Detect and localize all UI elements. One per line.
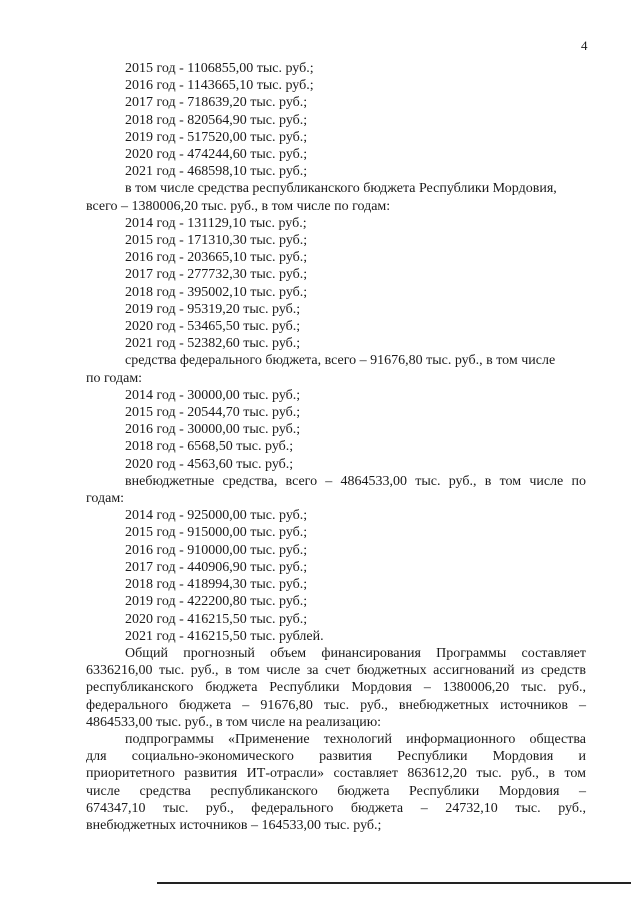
text-line: 2018 год - 395002,10 тыс. руб.; — [125, 284, 308, 300]
text-line: 2014 год - 131129,10 тыс. руб.; — [125, 215, 307, 231]
text-line: республиканского бюджета Республики Мордовия – 1380006,20 тыс. руб., — [86, 680, 586, 696]
text-line: 2015 год - 915000,00 тыс. руб.; — [125, 525, 308, 541]
text-line: 2019 год - 422200,80 тыс. руб.; — [125, 594, 308, 610]
text-line: 2020 год - 53465,50 тыс. руб.; — [125, 319, 301, 335]
text-line: 2020 год - 416215,50 тыс. руб.; — [125, 611, 308, 627]
text-line: 674347,10 тыс. руб., федерального бюджета – 24732,10 тыс. руб., — [86, 800, 586, 816]
text-line: 2017 год - 440906,90 тыс. руб.; — [125, 559, 308, 575]
text-line: 2015 год - 1106855,00 тыс. руб.; — [125, 61, 314, 76]
text-line: 2016 год - 1143665,10 тыс. руб.; — [125, 78, 314, 94]
text-line: всего – 1380006,20 тыс. руб., в том числе по годам: — [86, 198, 391, 214]
text-line: числе средства республиканского бюджета Республики Мордовия – — [86, 783, 586, 799]
text-line: внебюджетные средства, всего – 4864533,00 тыс. руб., в том числе по — [125, 473, 586, 489]
text-line: 2018 год - 6568,50 тыс. руб.; — [125, 439, 294, 455]
text-line: для социально-экономического развития Республики Мордовия и — [86, 749, 586, 765]
text-line: 4864533,00 тыс. руб., в том числе на реализацию: — [86, 714, 382, 730]
text-line: в том числе средства республиканского бюджета Республики Мордовия, — [125, 181, 557, 197]
footer-rule — [157, 882, 631, 884]
text-line: Общий прогнозный объем финансирования Программы составляет — [125, 645, 586, 661]
text-line: 2014 год - 30000,00 тыс. руб.; — [125, 387, 301, 403]
text-line: по годам: — [86, 370, 143, 386]
text-line: 2020 год - 4563,60 тыс. руб.; — [125, 456, 294, 472]
text-line: 2016 год - 30000,00 тыс. руб.; — [125, 422, 301, 438]
text-line: 2015 год - 171310,30 тыс. руб.; — [125, 233, 308, 249]
text-line: приоритетного развития ИТ-отрасли» составляет 863612,20 тыс. руб., в том — [86, 766, 586, 782]
text-line: 2018 год - 820564,90 тыс. руб.; — [125, 112, 308, 128]
text-line: внебюджетных источников – 164533,00 тыс. руб.; — [86, 817, 382, 833]
text-line: 2017 год - 718639,20 тыс. руб.; — [125, 95, 308, 111]
text-line: средства федерального бюджета, всего – 91676,80 тыс. руб., в том числе — [125, 353, 556, 369]
document-body — [86, 60, 586, 834]
text-line: 6336216,00 тыс. руб., в том числе за счет бюджетных ассигнований из средств — [86, 663, 586, 679]
text-line: годам: — [86, 491, 125, 507]
text-line: 2019 год - 95319,20 тыс. руб.; — [125, 301, 301, 317]
text-line: 2021 год - 52382,60 тыс. руб.; — [125, 336, 301, 352]
text-line: 2020 год - 474244,60 тыс. руб.; — [125, 147, 308, 163]
text-line: 2014 год - 925000,00 тыс. руб.; — [125, 508, 308, 524]
text-line: 2017 год - 277732,30 тыс. руб.; — [125, 267, 308, 283]
text-line: федерального бюджета – 91676,80 тыс. руб., внебюджетных источников – — [86, 697, 586, 713]
text-line: 2021 год - 468598,10 тыс. руб.; — [125, 164, 308, 180]
page-number: 4 — [581, 38, 588, 53]
text-line: 2016 год - 203665,10 тыс. руб.; — [125, 250, 308, 266]
text-line: 2018 год - 418994,30 тыс. руб.; — [125, 577, 308, 593]
text-line: 2015 год - 20544,70 тыс. руб.; — [125, 405, 301, 421]
text-line: 2016 год - 910000,00 тыс. руб.; — [125, 542, 308, 558]
text-line: подпрограммы «Применение технологий информационного общества — [125, 731, 586, 747]
text-line: 2021 год - 416215,50 тыс. рублей. — [125, 628, 324, 644]
text-line: 2019 год - 517520,00 тыс. руб.; — [125, 129, 308, 145]
